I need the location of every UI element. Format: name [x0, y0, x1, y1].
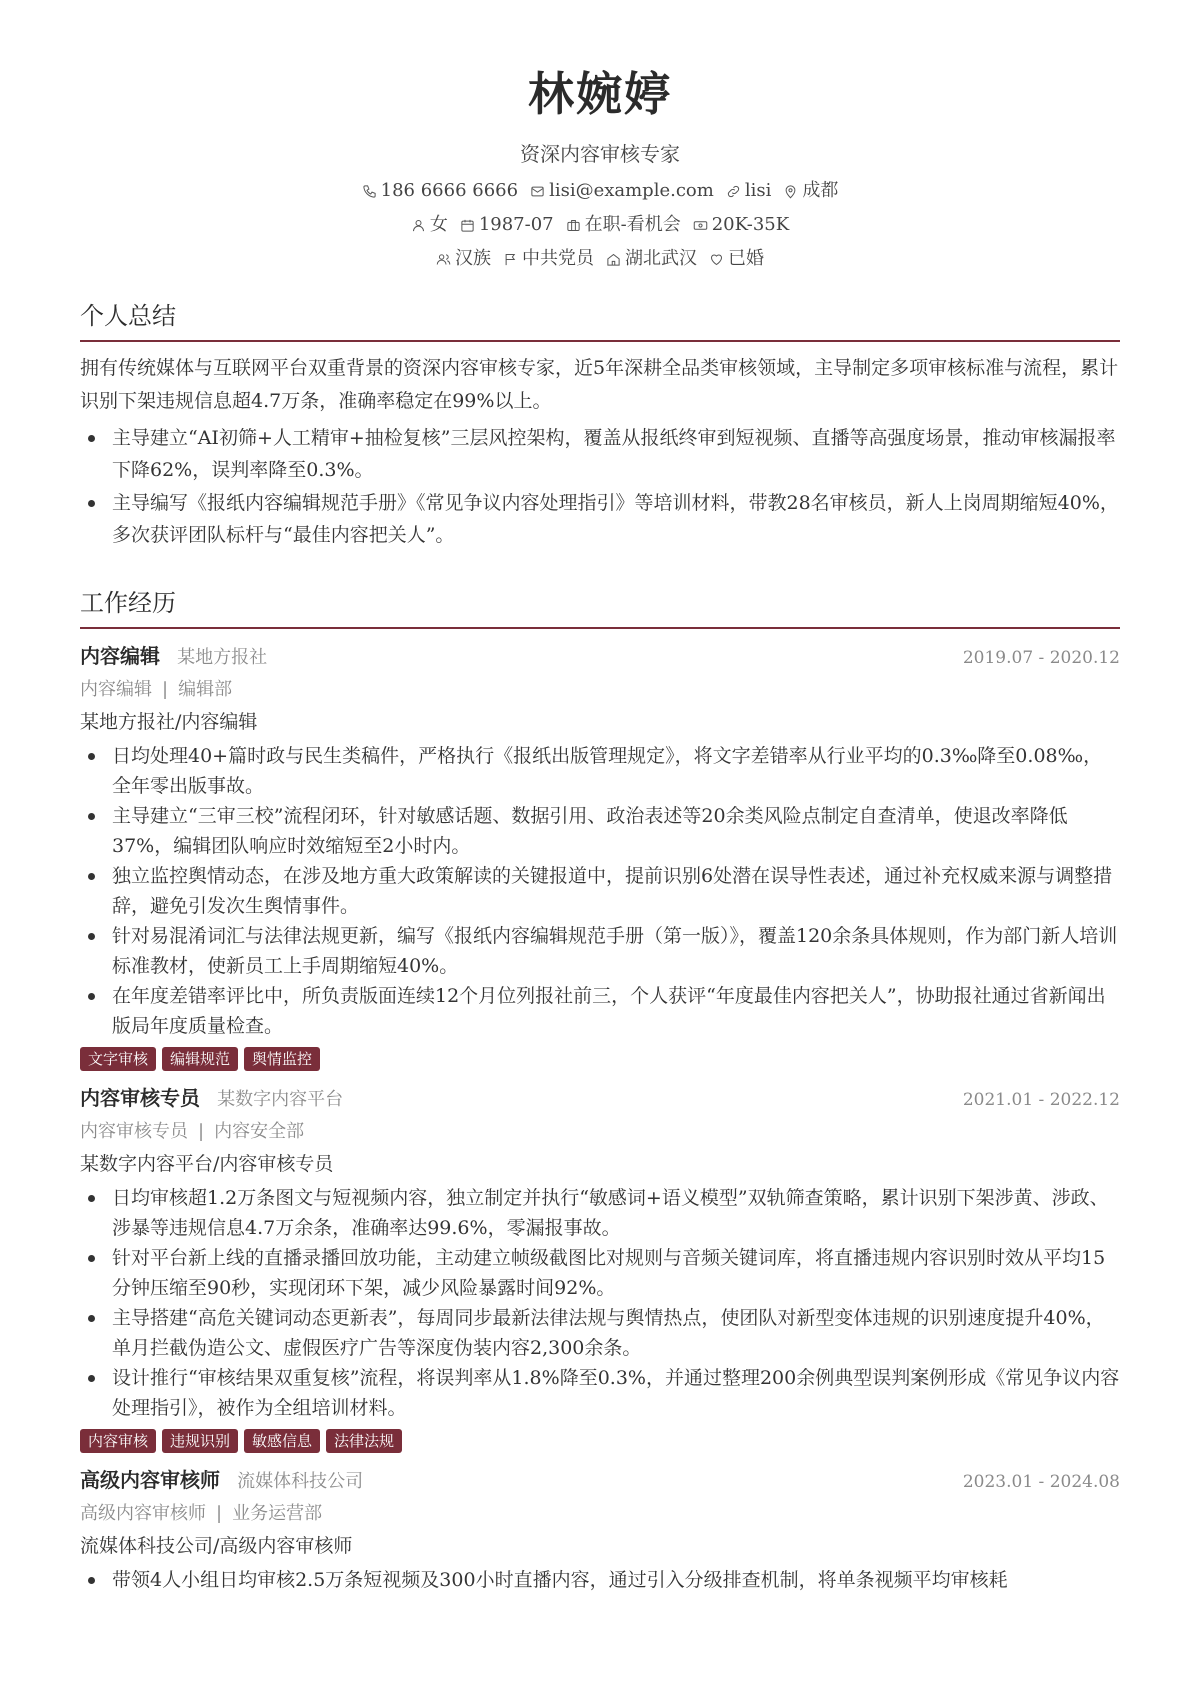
job-title: 内容编辑: [80, 644, 160, 668]
summary-section-title: 个人总结: [80, 300, 1120, 342]
hometown-text: 湖北武汉: [625, 248, 697, 269]
birth-text: 1987-07: [478, 214, 554, 235]
salary-text: 20K-35K: [711, 214, 790, 235]
separator: |: [162, 679, 169, 700]
skill-tags: [80, 1429, 1120, 1453]
separator: |: [216, 1503, 223, 1524]
link-icon: [726, 184, 741, 199]
list-item: 针对平台新上线的直播录播回放功能，主动建立帧级截图比对规则与音频关键词库，将直播违规内容识别时效从平均15分钟压缩至90秒，实现闭环下架，减少风险暴露时间92%。: [80, 1243, 1120, 1303]
background-row: [80, 246, 1120, 272]
job-role: 内容审核专员: [80, 1121, 188, 1142]
job-company: 流媒体科技公司: [237, 1471, 364, 1492]
skill-tag: 舆情监控: [244, 1047, 320, 1071]
email-item[interactable]: [530, 178, 714, 204]
job-date: 2019.07 - 2020.12: [962, 648, 1120, 668]
birth-item: [460, 212, 554, 238]
gender-item: [411, 212, 448, 238]
location-icon: [783, 184, 798, 199]
marital-item: [709, 246, 764, 272]
flag-icon: [503, 252, 518, 267]
home-icon: [606, 252, 621, 267]
list-item: 设计推行“审核结果双重复核”流程，将误判率从1.8%降至0.3%，并通过整理200余例典型误判案例形成《常见争议内容处理指引》，被作为全组培训材料。: [80, 1363, 1120, 1423]
job-subline: [80, 1117, 1120, 1147]
job-title: 高级内容审核师: [80, 1468, 220, 1492]
skill-tags: [80, 1047, 1120, 1071]
skill-tag: 文字审核: [80, 1047, 156, 1071]
gender-text: 女: [429, 214, 448, 235]
job-dept: 业务运营部: [232, 1503, 323, 1524]
job-bullets: [80, 1183, 1120, 1423]
job-entry: [80, 641, 1120, 1071]
phone-icon: [362, 184, 377, 199]
phone-text: 186 6666 6666: [380, 180, 519, 201]
list-item: 日均处理40+篇时政与民生类稿件，严格执行《报纸出版管理规定》，将文字差错率从行业平均的0.3‰降至0.08‰，全年零出版事故。: [80, 741, 1120, 801]
summary-paragraph: 拥有传统媒体与互联网平台双重背景的资深内容审核专家，近5年深耕全品类审核领域，主导制定多项审核标准与流程，累计识别下架违规信息超4.7万条，准确率稳定在99%以上。: [80, 357, 1119, 412]
list-item: 主导建立“AI初筛+人工精审+抽检复核”三层风控架构，覆盖从报纸终审到短视频、直播等高强度场景，推动审核漏报率下降62%，误判率降至0.3%。: [80, 422, 1120, 486]
heart-icon: [709, 252, 724, 267]
money-icon: [693, 218, 708, 233]
list-item: 带领4人小组日均审核2.5万条短视频及300小时直播内容，通过引入分级排查机制，将单条视频平均审核耗: [80, 1565, 1120, 1595]
job-title: 内容审核专员: [80, 1086, 200, 1110]
status-text: 在职-看机会: [584, 214, 681, 235]
job-company: 某数字内容平台: [217, 1089, 344, 1110]
link-text[interactable]: lisi: [744, 180, 772, 201]
list-item: 主导建立“三审三校”流程闭环，针对敏感话题、数据引用、政治表述等20余类风险点制定自查清单，使退改率降低37%，编辑团队响应时效缩短至2小时内。: [80, 801, 1120, 861]
skill-tag: 编辑规范: [162, 1047, 238, 1071]
list-item: 日均审核超1.2万条图文与短视频内容，独立制定并执行“敏感词+语义模型”双轨筛查策略，累计识别下架涉黄、涉政、涉暴等违规信息4.7万余条，准确率达99.6%，零漏报事故。: [80, 1183, 1120, 1243]
job-bullets: [80, 741, 1120, 1041]
mail-icon: [530, 184, 545, 199]
hometown-item: [606, 246, 697, 272]
location-text: 成都: [802, 180, 839, 201]
user-icon: [411, 218, 426, 233]
job-org: 流媒体科技公司/高级内容审核师: [80, 1535, 353, 1557]
job-header: [80, 1465, 1120, 1497]
job-bullets: [80, 1565, 1120, 1595]
status-item: [566, 212, 681, 238]
skill-tag: 违规识别: [162, 1429, 238, 1453]
skill-tag: 内容审核: [80, 1429, 156, 1453]
skill-tag: 敏感信息: [244, 1429, 320, 1453]
job-header: [80, 1083, 1120, 1115]
personal-row: [80, 212, 1120, 238]
link-item[interactable]: [726, 178, 772, 204]
job-org: 某数字内容平台/内容审核专员: [80, 1153, 334, 1175]
political-item: [503, 246, 594, 272]
ethnicity-text: 汉族: [455, 248, 491, 269]
summary-bullets: [80, 422, 1120, 551]
job-dept: 内容安全部: [214, 1121, 305, 1142]
job-company: 某地方报社: [177, 647, 268, 668]
job-org: 某地方报社/内容编辑: [80, 711, 258, 733]
job-entry: [80, 1083, 1120, 1453]
marital-text: 已婚: [728, 248, 764, 269]
candidate-name: 林婉婷: [528, 67, 672, 121]
list-item: 独立监控舆情动态，在涉及地方重大政策解读的关键报道中，提前识别6处潜在误导性表述，通过补充权威来源与调整措辞，避免引发次生舆情事件。: [80, 861, 1120, 921]
job-subline: [80, 675, 1120, 705]
candidate-title: 资深内容审核专家: [520, 142, 680, 166]
job-role: 高级内容审核师: [80, 1503, 206, 1524]
ethnicity-item: [436, 246, 491, 272]
work-section-title: 工作经历: [80, 587, 1120, 629]
list-item: 主导搭建“高危关键词动态更新表”，每周同步最新法律法规与舆情热点，使团队对新型变体违规的识别速度提升40%，单月拦截伪造公文、虚假医疗广告等深度伪装内容2,300余条。: [80, 1303, 1120, 1363]
briefcase-icon: [566, 218, 581, 233]
job-role: 内容编辑: [80, 679, 152, 700]
political-text: 中共党员: [522, 248, 594, 269]
list-item: 针对易混淆词汇与法律法规更新，编写《报纸内容编辑规范手册（第一版）》，覆盖120余条具体规则，作为部门新人培训标准教材，使新员工上手周期缩短40%。: [80, 921, 1120, 981]
skill-tag: 法律法规: [326, 1429, 402, 1453]
location-item: [783, 178, 838, 204]
list-item: 主导编写《报纸内容编辑规范手册》《常见争议内容处理指引》等培训材料，带教28名审核员，新人上岗周期缩短40%，多次获评团队标杆与“最佳内容把关人”。: [80, 487, 1120, 551]
job-date: 2023.01 - 2024.08: [962, 1472, 1120, 1492]
job-dept: 编辑部: [178, 679, 233, 700]
job-entry: [80, 1465, 1120, 1595]
salary-item: [693, 212, 789, 238]
phone-item: [362, 178, 518, 204]
job-subline: [80, 1499, 1120, 1529]
separator: |: [198, 1121, 205, 1142]
job-header: [80, 641, 1120, 673]
contact-row: [80, 178, 1120, 204]
email-text[interactable]: lisi@example.com: [549, 180, 714, 201]
job-date: 2021.01 - 2022.12: [962, 1090, 1120, 1110]
calendar-icon: [460, 218, 475, 233]
people-icon: [436, 252, 451, 267]
list-item: 在年度差错率评比中，所负责版面连续12个月位列报社前三，个人获评“年度最佳内容把关人”，协助报社通过省新闻出版局年度质量检查。: [80, 981, 1120, 1041]
